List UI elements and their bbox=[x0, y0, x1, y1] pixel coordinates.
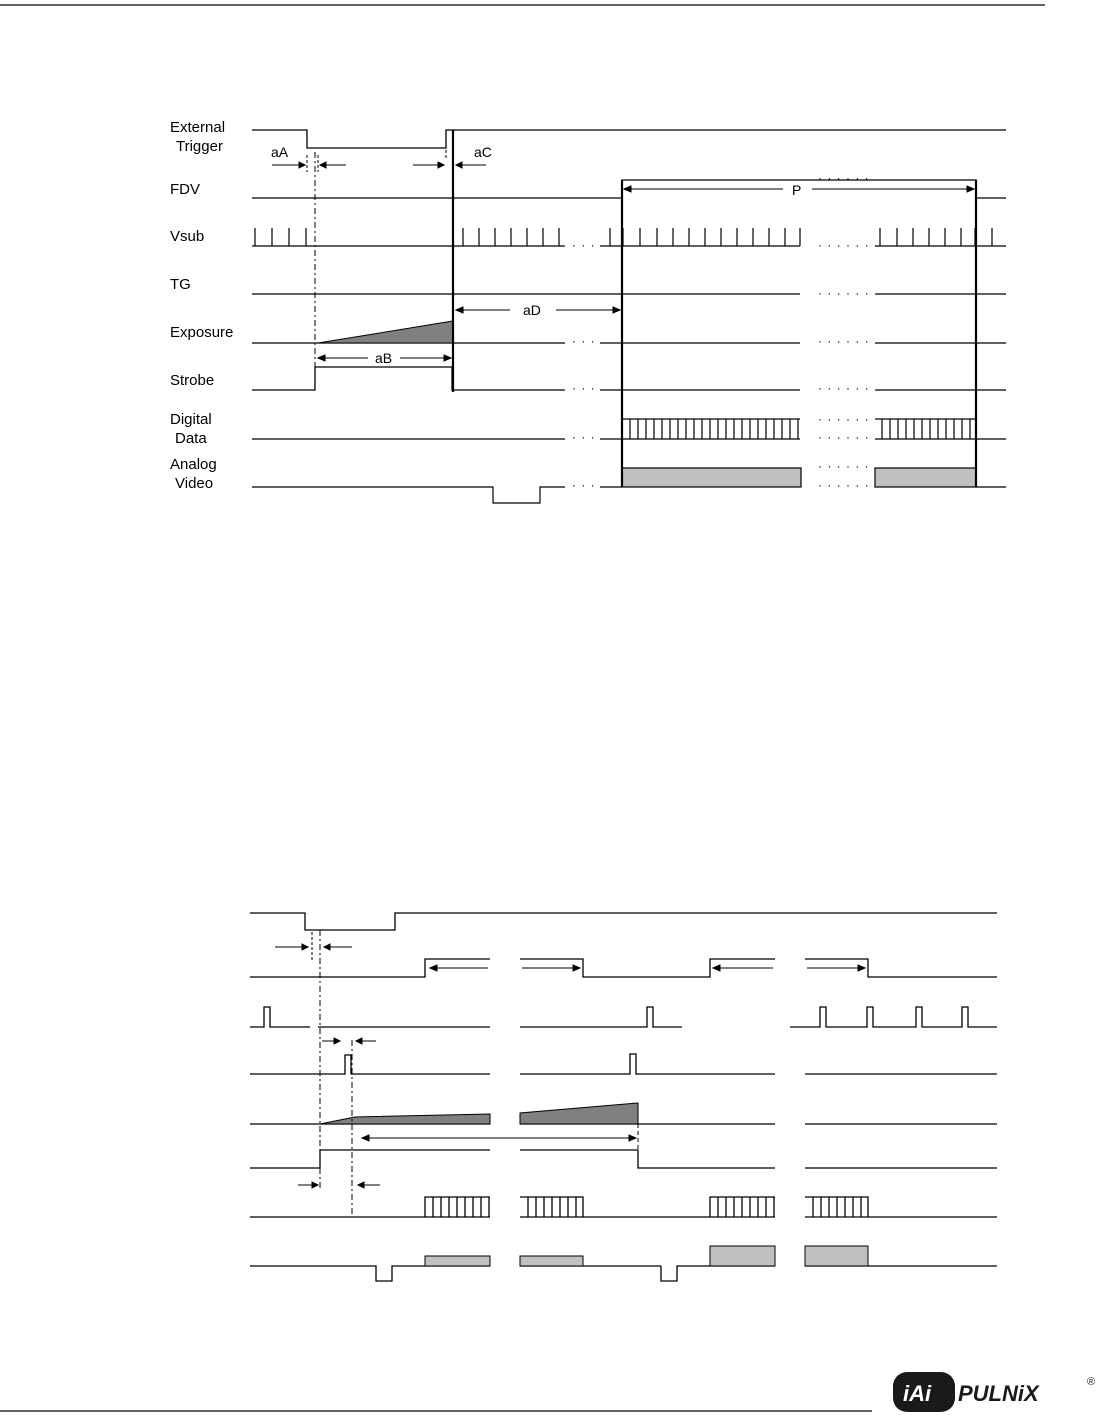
label-tg: TG bbox=[170, 276, 191, 293]
label-vsub: Vsub bbox=[170, 228, 205, 245]
timing-diagram-top bbox=[170, 119, 1006, 503]
annotation-P: P bbox=[792, 182, 802, 198]
bottom-vsub-segment-3 bbox=[790, 1007, 997, 1027]
digital-data-ellipsis-bottom: · · · · · · bbox=[818, 430, 870, 444]
annotation-aA: aA bbox=[271, 144, 289, 160]
bottom-strobe-segment-2 bbox=[520, 1150, 775, 1168]
ext-trigger-waveform bbox=[252, 130, 1006, 148]
label-digital-data-2: Data bbox=[175, 430, 207, 447]
analog-video-ellipsis-bottom: · · · · · · bbox=[818, 478, 870, 492]
strobe-waveform bbox=[252, 367, 565, 390]
exposure-ellipsis: · · · bbox=[572, 334, 596, 348]
bottom-av-fill-3 bbox=[710, 1246, 775, 1266]
label-analog-video-2: Video bbox=[175, 475, 214, 492]
tg-ellipsis: · · · · · · bbox=[818, 286, 870, 300]
label-external-trigger-1: External bbox=[170, 119, 226, 136]
label-strobe: Strobe bbox=[170, 372, 215, 389]
analog-video-ellipsis-top: · · · · · · bbox=[818, 459, 870, 473]
bottom-strobe-segment-1 bbox=[250, 1150, 490, 1168]
bottom-av-fill-2 bbox=[520, 1256, 583, 1266]
bottom-trigger-waveform bbox=[250, 913, 997, 930]
bottom-av-segment-2 bbox=[661, 1266, 775, 1281]
digital-data-ellipsis: · · · bbox=[572, 430, 596, 444]
label-digital-data-1: Digital bbox=[170, 411, 212, 428]
annotation-aB: aB bbox=[375, 350, 393, 366]
strobe-ellipsis-long: · · · · · · bbox=[818, 381, 870, 395]
fdv-ellipsis: · · · · · · bbox=[818, 171, 870, 185]
annotation-aD: aD bbox=[523, 302, 541, 318]
bottom-vsub-segment-2 bbox=[520, 1007, 682, 1027]
label-external-trigger-2: Trigger bbox=[176, 138, 223, 155]
vsub-ellipsis-long: · · · · · · bbox=[818, 238, 870, 252]
exposure-ellipsis-long: · · · · · · bbox=[818, 334, 870, 348]
digital-data-ellipsis-top: · · · · · · bbox=[818, 412, 870, 426]
label-exposure: Exposure bbox=[170, 324, 234, 341]
vsub-ellipsis: · · · bbox=[572, 238, 596, 252]
annotation-aC: aC bbox=[474, 144, 492, 160]
bottom-exposure-ramp-1 bbox=[320, 1114, 490, 1124]
bottom-av-segment-1 bbox=[250, 1266, 490, 1281]
analog-video-ellipsis: · · · bbox=[572, 478, 596, 492]
svg-text:iAi: iAi bbox=[903, 1381, 932, 1406]
vsub-waveform bbox=[252, 228, 1006, 246]
exposure-ramp bbox=[318, 321, 453, 343]
bottom-vsub-segment-1 bbox=[250, 1007, 310, 1027]
pulnix-logo bbox=[893, 1372, 1095, 1412]
timing-diagram-bottom bbox=[250, 913, 997, 1281]
strobe-ellipsis: · · · bbox=[572, 381, 596, 395]
bottom-fills bbox=[320, 1103, 868, 1266]
bottom-av-fill-1 bbox=[425, 1256, 490, 1266]
bottom-av-fill-4 bbox=[805, 1246, 868, 1266]
registered-mark: ® bbox=[1087, 1376, 1096, 1388]
label-fdv: FDV bbox=[170, 181, 200, 198]
analog-video-waveform bbox=[252, 468, 1006, 503]
digital-data-waveform bbox=[252, 419, 1006, 439]
bottom-tg-segment-1 bbox=[250, 1055, 490, 1074]
bottom-tg-segment-2 bbox=[520, 1054, 775, 1074]
brand-name: PULNiX bbox=[958, 1381, 1039, 1406]
bottom-exposure-ramp-2 bbox=[520, 1103, 638, 1124]
label-analog-video-1: Analog bbox=[170, 456, 217, 473]
